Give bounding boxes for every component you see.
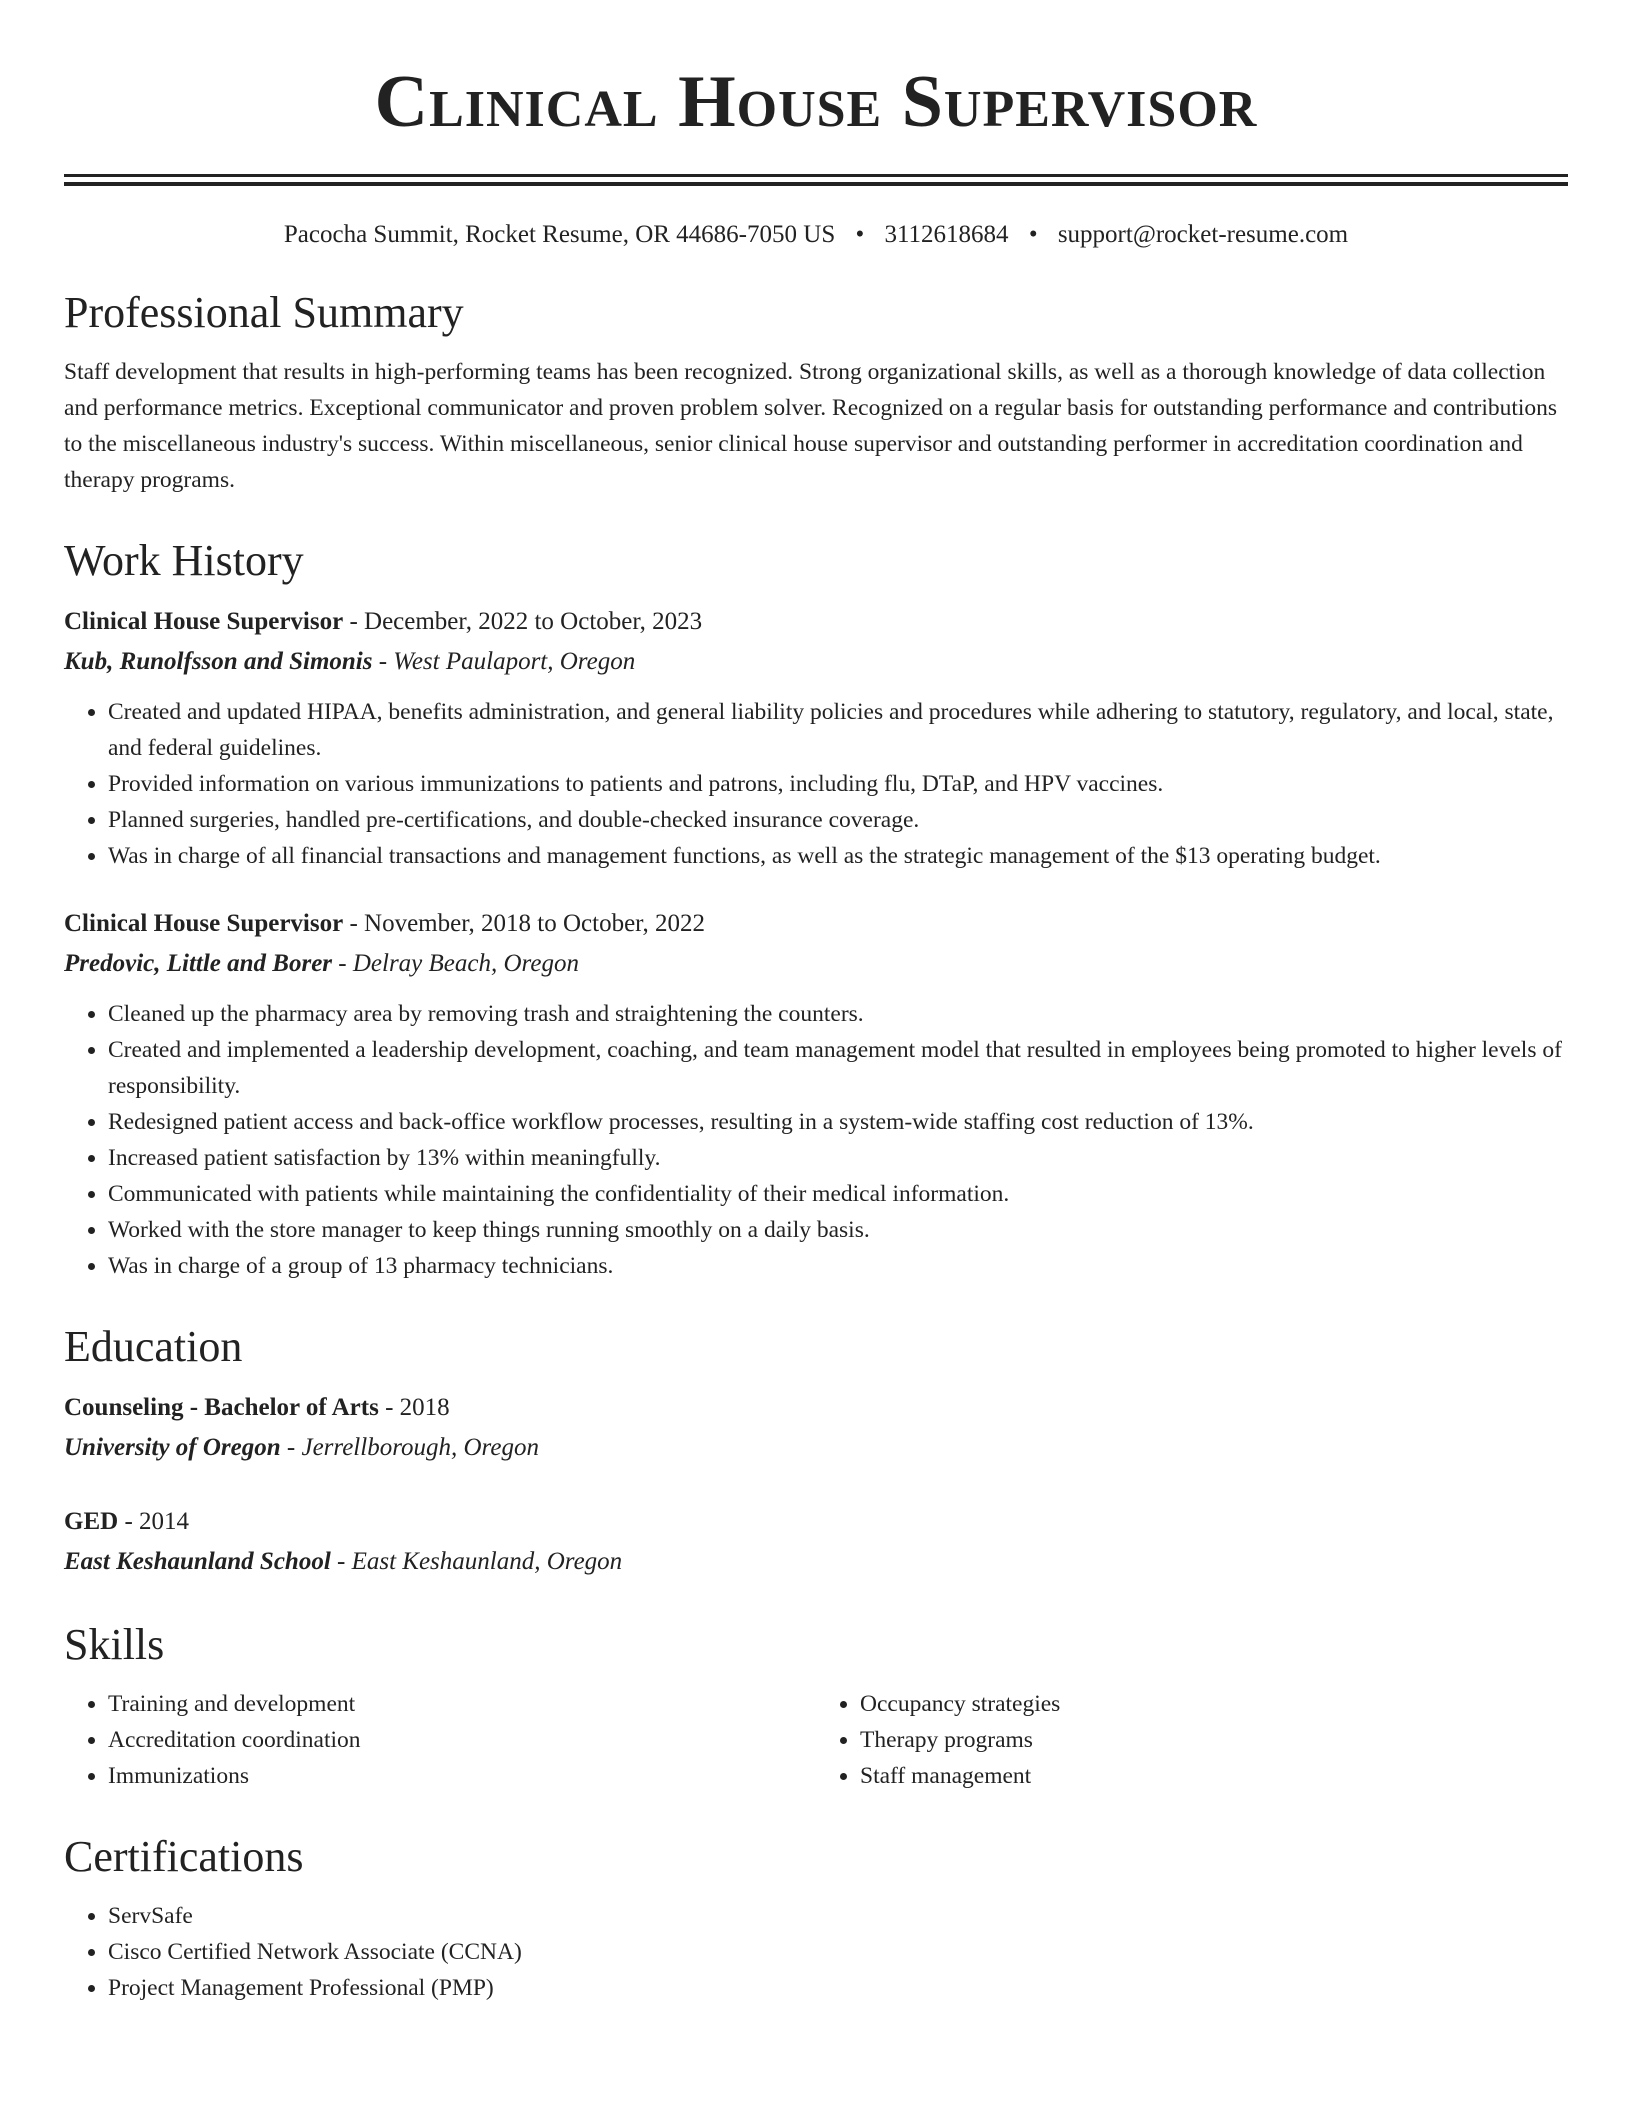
education-school: University of Oregon [64,1434,281,1461]
skill-item: • Occupancy strategies [860,1686,1568,1722]
job-employer-line [64,642,1568,682]
education-heading-line [64,1388,1568,1428]
candidate-name: Clinical House Supervisor [374,61,1258,143]
job-bullet: • Worked with the store manager to keep things running smoothly on a daily basis. [108,1212,1568,1248]
job-bullet: • Created and implemented a leadership development, coaching, and team management model that resulted in employees being promoted to higher levels of responsibility. [108,1032,1568,1104]
certifications-section [64,1832,1568,2006]
contact-email: support@rocket-resume.com [1057,221,1349,248]
contact-phone: 3112618684 [884,221,1009,248]
education-school-line [64,1428,1568,1468]
skill-item: • Therapy programs [860,1722,1568,1758]
job-heading [64,602,1568,642]
job-bullet: • Created and updated HIPAA, benefits administration, and general liability policies and procedures while adhering to statutory, regulatory, and local, state, and federal guidelines. [108,694,1568,766]
education-location: - East Keshaunland, Oregon [330,1548,623,1575]
skill-item: • Staff management [860,1758,1568,1794]
education-entry [64,1388,1568,1468]
skill-item: • Training and development [108,1686,816,1722]
job-bullet: • Increased patient satisfaction by 13% within meaningfully. [108,1140,1568,1176]
job-bullet: • Was in charge of a group of 13 pharmacy technicians. [108,1248,1568,1284]
certifications-list [64,1898,1568,2006]
job-employer-line [64,944,1568,984]
summary-text: Staff development that results in high-performing teams has been recognized. Strong organizational skills, as well as a thorough knowledge of data collection and performance metrics. Exceptional communicator and proven problem solver. Recognized on a regular basis for outstanding performance and contributions to the miscellaneous industry's success. Within miscellaneous, senior clinical house supervisor and outstanding performer in accreditation coordination and therapy programs. [64,359,1558,493]
job-location: - Delray Beach, Oregon [332,950,579,977]
education-section [64,1322,1568,1582]
skills-heading: Skills [64,1620,165,1669]
job-location: - West Paulaport, Oregon [372,648,636,675]
job-bullet: • Planned surgeries, handled pre-certifications, and double-checked insurance coverage. [108,802,1568,838]
certification-item: • ServSafe [108,1898,1568,1934]
job-bullet: • Cleaned up the pharmacy area by removing trash and straightening the counters. [108,996,1568,1032]
skill-item: • Accreditation coordination [108,1722,816,1758]
work-history-section [64,536,1568,1284]
job-role: Clinical House Supervisor [64,910,344,937]
job-employer: Kub, Runolfsson and Simonis [64,648,373,675]
education-heading-line [64,1502,1568,1542]
job-bullet: • Was in charge of all financial transactions and management functions, as well as the strategic management of the $13 operating budget. [108,838,1568,874]
summary-heading: Professional Summary [64,288,464,337]
job-dates: - December, 2022 to October, 2023 [343,608,703,635]
certifications-heading: Certifications [64,1832,304,1881]
education-school: East Keshaunland School [64,1548,331,1575]
header-divider [64,174,1568,186]
summary-section [64,288,1568,498]
education-heading: Education [64,1322,243,1371]
education-year: - 2014 [118,1508,190,1535]
skills-list-right [816,1686,1568,1794]
contact-line [64,220,1568,250]
skills-list-left [64,1686,816,1794]
contact-address: Pacocha Summit, Rocket Resume, OR 44686-7050 US [283,221,836,248]
job-bullets [64,996,1568,1284]
job-role: Clinical House Supervisor [64,608,344,635]
skills-columns [64,1686,1568,1794]
job-bullet: • Communicated with patients while maintaining the confidentiality of their medical information. [108,1176,1568,1212]
job-entry [64,904,1568,1284]
job-bullet: • Redesigned patient access and back-office workflow processes, resulting in a system-wide staffing cost reduction of 13%. [108,1104,1568,1140]
education-year: - 2018 [378,1394,450,1421]
job-bullet: • Provided information on various immunizations to patients and patrons, including flu, DTaP, and HPV vaccines. [108,766,1568,802]
job-heading [64,904,1568,944]
education-entry [64,1502,1568,1582]
contact-separator: • [1028,221,1038,248]
job-entry [64,602,1568,874]
education-location: - Jerrellborough, Oregon [280,1434,539,1461]
job-bullets [64,694,1568,874]
certification-item: • Project Management Professional (PMP) [108,1970,1568,2006]
education-degree: Counseling - Bachelor of Arts [64,1394,379,1421]
work-history-heading: Work History [64,536,304,585]
skills-section [64,1620,1568,1794]
contact-separator: • [855,221,865,248]
certification-item: • Cisco Certified Network Associate (CCNA) [108,1934,1568,1970]
skill-item: • Immunizations [108,1758,816,1794]
job-employer: Predovic, Little and Borer [64,950,333,977]
education-degree: GED [64,1508,119,1535]
job-dates: - November, 2018 to October, 2022 [343,910,705,937]
education-school-line [64,1542,1568,1582]
